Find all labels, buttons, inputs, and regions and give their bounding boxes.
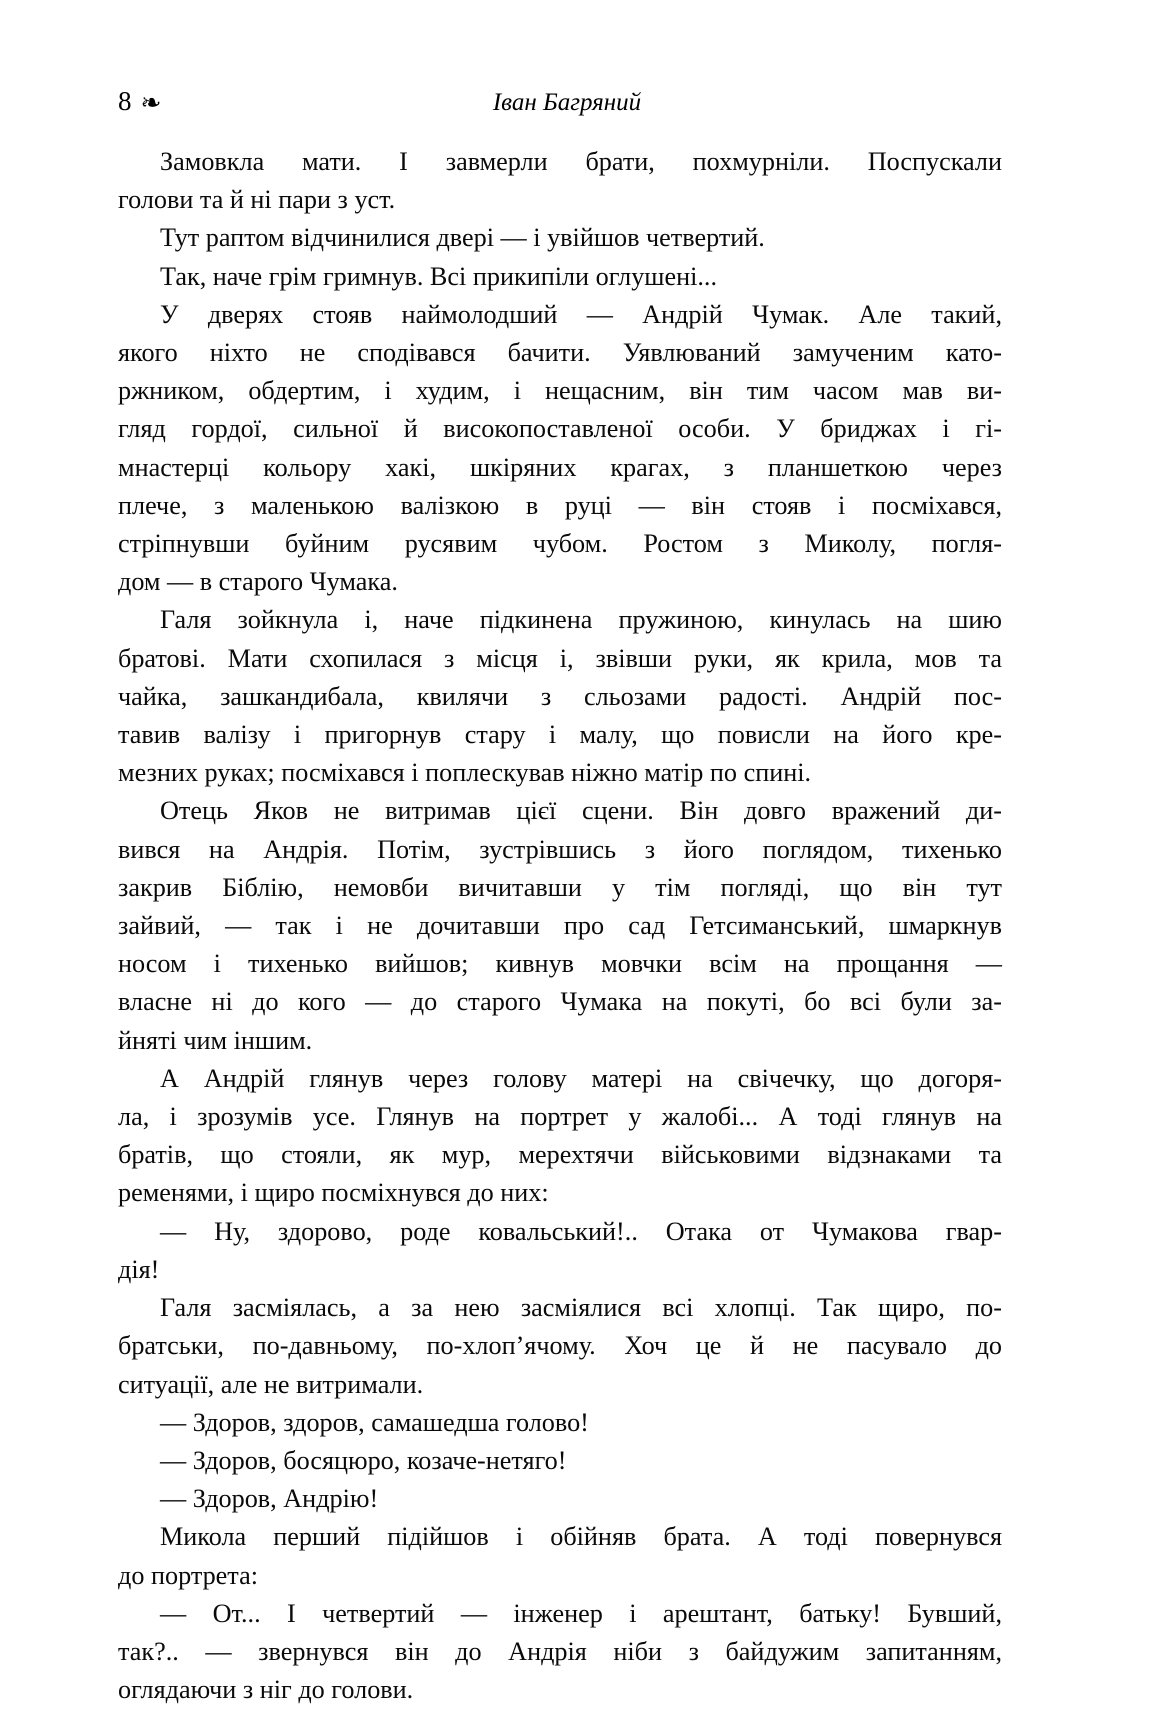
text-line: А Андрій глянув через голову матері на свічечку, що догоря- bbox=[160, 1063, 1002, 1093]
text-line: — Здоров, Андрію! bbox=[160, 1484, 379, 1514]
paragraph bbox=[118, 1442, 1002, 1480]
text-line: плече, з маленькою валізкою в руці — він стояв і посміхався, bbox=[118, 490, 1002, 520]
running-head-author: Іван Багряний bbox=[492, 89, 642, 116]
text-line: Галя засміялась, а за нею засміялися всі хлопці. Так щиро, по- bbox=[160, 1293, 1002, 1323]
text-line: Микола перший підійшов і обійняв брата. А тоді повернувся bbox=[160, 1522, 1002, 1552]
running-head bbox=[118, 88, 1040, 128]
paragraph bbox=[118, 1289, 1002, 1404]
text-line: закрив Біблію, немовби вичитавши у тім погляді, що він тут bbox=[118, 872, 1002, 902]
text-line: Так, наче грім гримнув. Всі прикипіли оглушені... bbox=[160, 261, 718, 291]
paragraph bbox=[118, 1213, 1002, 1289]
text-line: ла, і зрозумів усе. Глянув на портрет у жалобі... А тоді глянув на bbox=[118, 1102, 1002, 1132]
text-line: чайка, зашкандибала, квилячи з сльозами радості. Андрій пос- bbox=[118, 681, 1002, 711]
text-line: — Здоров, здоров, самашедша голово! bbox=[160, 1407, 589, 1437]
paragraph bbox=[118, 143, 1002, 219]
text-line: дом — в старого Чумака. bbox=[118, 567, 398, 597]
text-line: У дверях стояв наймолодший — Андрій Чумак. Але такий, bbox=[160, 299, 1002, 329]
text-line: — Здоров, босяцюро, козаче-нетяго! bbox=[160, 1445, 567, 1475]
text-line: Замовкла мати. І завмерли брати, похмурніли. Поспускали bbox=[160, 147, 1002, 176]
text-line: братськи, по-давньому, по-хлоп’ячому. Хоч це й не пасувало до bbox=[118, 1331, 1002, 1361]
paragraph bbox=[118, 1480, 1002, 1518]
text-line: носом і тихенько вийшов; кивнув мовчки всім на прощання — bbox=[118, 949, 1002, 979]
text-line: стріпнувши буйним русявим чубом. Ростом з Миколу, погля- bbox=[118, 529, 1002, 559]
text-line: ржником, обдертим, і худим, і нещасним, він тим часом мав ви- bbox=[118, 376, 1002, 406]
paragraph bbox=[118, 601, 1002, 792]
text-line: власне ні до кого — до старого Чумака на покуті, бо всі були за- bbox=[118, 987, 1002, 1017]
paragraph bbox=[118, 1404, 1002, 1442]
text-line: ситуації, але не витримали. bbox=[118, 1369, 424, 1399]
text-line: ременями, і щиро посміхнувся до них: bbox=[118, 1178, 549, 1208]
text-line: мнастерці кольору хакі, шкіряних крагах, з планшеткою через bbox=[118, 452, 1002, 482]
body-text bbox=[118, 143, 1002, 1709]
page-number: 8 bbox=[118, 86, 132, 116]
paragraph bbox=[118, 1060, 1002, 1213]
paragraph bbox=[118, 296, 1002, 602]
text-line: голови та й ні пари з уст. bbox=[118, 185, 396, 215]
paragraph bbox=[118, 792, 1002, 1059]
text-line: йняті чим іншим. bbox=[118, 1025, 313, 1055]
text-line: Тут раптом відчинилися двері — і увійшов четвертий. bbox=[160, 223, 765, 253]
text-line: тавив валізу і пригорнув стару і малу, що повисли на його кре- bbox=[118, 720, 1002, 750]
paragraph bbox=[118, 258, 1002, 296]
text-line: братів, що стояли, як мур, мерехтячи військовими відзнаками та bbox=[118, 1140, 1002, 1170]
text-line: якого ніхто не сподівався бачити. Уявлюваний замученим като- bbox=[118, 338, 1002, 368]
text-line: мезних руках; посміхався і поплескував ніжно матір по спині. bbox=[118, 758, 812, 788]
text-line: — Ну, здорово, роде ковальський!.. Отака от Чумакова гвар- bbox=[160, 1216, 1002, 1246]
paragraph bbox=[118, 1595, 1002, 1709]
text-line: Галя зойкнула і, наче підкинена пружиною, кинулась на шию bbox=[160, 605, 1002, 635]
text-line: дія! bbox=[118, 1254, 160, 1284]
text-line: гляд гордої, сильної й високопоставленої особи. У бриджах і гі- bbox=[118, 414, 1002, 444]
text-line: до портрета: bbox=[118, 1560, 258, 1590]
text-line: оглядаючи з ніг до голови. bbox=[118, 1675, 414, 1705]
text-line: вився на Андрія. Потім, зустрівшись з його поглядом, тихенько bbox=[118, 834, 1002, 864]
paragraph bbox=[118, 1518, 1002, 1594]
text-line: зайвий, — так і не дочитавши про сад Гетсиманський, шмаркнув bbox=[118, 911, 1002, 941]
flourish-ornament-icon: ❧ bbox=[140, 88, 162, 117]
text-line: — От... І четвертий — інженер і арештант, батьку! Бувший, bbox=[160, 1598, 1002, 1628]
paragraph bbox=[118, 219, 1002, 257]
text-line: так?.. — звернувся він до Андрія ніби з байдужим запитанням, bbox=[118, 1636, 1002, 1666]
text-line: Отець Яков не витримав цієї сцени. Він довго вражений ди- bbox=[160, 796, 1002, 826]
text-line: братові. Мати схопилася з місця і, звівши руки, як крила, мов та bbox=[118, 643, 1002, 673]
